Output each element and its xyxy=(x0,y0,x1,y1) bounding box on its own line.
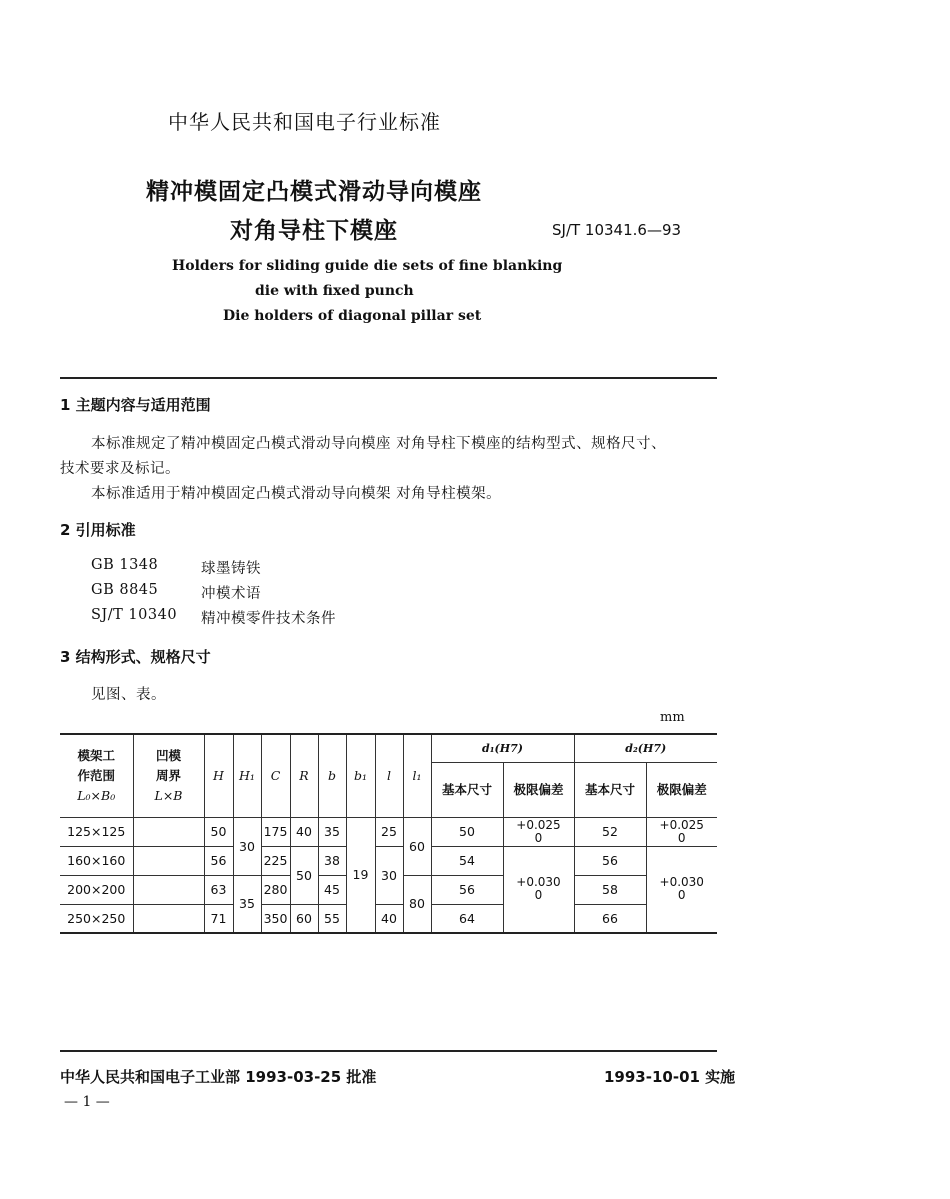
cell-d1-basic: 56 xyxy=(431,875,503,904)
tolerance-upper: +0.025 xyxy=(659,817,704,832)
cell-H: 71 xyxy=(204,904,233,933)
header-rule xyxy=(60,377,717,379)
cell-C: 280 xyxy=(261,875,290,904)
section-1-paragraph-2: 本标准适用于精冲模固定凸模式滑动导向模架 对角导柱模架。 xyxy=(91,486,502,502)
cell-d2-basic: 66 xyxy=(574,904,646,933)
header-frame-range-line1: 模架工 xyxy=(77,747,115,763)
table-row xyxy=(60,904,717,933)
header-b: b xyxy=(318,734,346,817)
cell-b: 55 xyxy=(318,904,346,933)
header-d1-tolerance: 极限偏差 xyxy=(503,762,574,817)
tolerance-lower: 0 xyxy=(534,830,543,845)
cell-range: 250×250 xyxy=(60,904,133,933)
header-H: H xyxy=(204,734,233,817)
tolerance-upper: +0.025 xyxy=(516,817,561,832)
cell-d2-basic: 56 xyxy=(574,846,646,875)
cell-range: 160×160 xyxy=(60,846,133,875)
cell-d2-tolerance xyxy=(646,846,717,933)
table-row xyxy=(60,817,717,846)
effective-date: 1993-10-01 实施 xyxy=(604,1068,736,1086)
header-frame-range-line3: L₀×B₀ xyxy=(77,787,116,803)
english-title-line1: Holders for sliding guide die sets of fine blanking xyxy=(172,258,563,274)
header-R: R xyxy=(290,734,318,817)
doc-title-line1: 精冲模固定凸模式滑动导向模座 xyxy=(146,179,482,205)
section-3-paragraph: 见图、表。 xyxy=(91,687,166,703)
header-die-line3: L×B xyxy=(154,787,183,803)
cell-d2-basic: 52 xyxy=(574,817,646,846)
header-frame-range-line2: 作范围 xyxy=(77,767,115,783)
tolerance-lower: 0 xyxy=(534,888,543,903)
cell-H1: 30 xyxy=(233,817,261,875)
cell-die xyxy=(133,904,204,933)
cell-H1: 35 xyxy=(233,875,261,933)
section-3-title: 3 结构形式、规格尺寸 xyxy=(60,648,211,666)
tolerance-lower: 0 xyxy=(677,888,686,903)
tolerance-lower: 0 xyxy=(677,830,686,845)
cell-d1-tolerance xyxy=(503,846,574,933)
cell-b: 38 xyxy=(318,846,346,875)
cell-C: 175 xyxy=(261,817,290,846)
cell-d2-tolerance xyxy=(646,817,717,846)
header-H1: H₁ xyxy=(233,734,261,817)
cell-range: 200×200 xyxy=(60,875,133,904)
ref-name-1: 球墨铸铁 xyxy=(201,561,261,577)
ref-name-3: 精冲模零件技术条件 xyxy=(201,611,336,627)
header-C: C xyxy=(261,734,290,817)
cell-l1: 60 xyxy=(403,817,431,875)
ref-code-3: SJ/T 10340 xyxy=(91,607,178,623)
cell-b: 35 xyxy=(318,817,346,846)
cell-R: 50 xyxy=(290,846,318,904)
cell-d1-tolerance xyxy=(503,817,574,846)
header-l1: l₁ xyxy=(403,734,431,817)
cell-l1: 80 xyxy=(403,875,431,933)
ref-code-1: GB 1348 xyxy=(91,557,159,573)
header-d1: d₁(H7) xyxy=(431,734,574,762)
header-d1-basic: 基本尺寸 xyxy=(431,762,503,817)
cell-d1-basic: 64 xyxy=(431,904,503,933)
cell-die xyxy=(133,817,204,846)
cell-C: 225 xyxy=(261,846,290,875)
cell-l: 40 xyxy=(375,904,403,933)
table-row xyxy=(60,846,717,875)
cell-b1: 19 xyxy=(346,817,375,933)
ref-name-2: 冲模术语 xyxy=(201,586,261,602)
cell-R: 60 xyxy=(290,904,318,933)
header-die-line1: 凹模 xyxy=(155,747,181,763)
ref-code-2: GB 8845 xyxy=(91,582,159,598)
tolerance-upper: +0.030 xyxy=(516,875,561,890)
cell-b: 45 xyxy=(318,875,346,904)
cell-range: 125×125 xyxy=(60,817,133,846)
section-2-title: 2 引用标准 xyxy=(60,521,136,539)
section-1-paragraph-1b: 技术要求及标记。 xyxy=(60,461,180,477)
page-number: — 1 — xyxy=(64,1094,110,1110)
cell-H: 56 xyxy=(204,846,233,875)
cell-d1-basic: 54 xyxy=(431,846,503,875)
cell-R: 40 xyxy=(290,817,318,846)
cell-d2-basic: 58 xyxy=(574,875,646,904)
tolerance-upper: +0.030 xyxy=(659,875,704,890)
english-title-line2: die with fixed punch xyxy=(255,283,414,299)
header-b1: b₁ xyxy=(346,734,375,817)
header-l: l xyxy=(375,734,403,817)
cell-l: 30 xyxy=(375,846,403,904)
doc-title-line2: 对角导柱下模座 xyxy=(230,218,398,244)
header-die-line2: 周界 xyxy=(155,767,181,783)
footer-rule xyxy=(60,1050,717,1052)
english-title-line3: Die holders of diagonal pillar set xyxy=(223,308,482,324)
approval-line: 中华人民共和国电子工业部 1993-03-25 批准 xyxy=(60,1068,377,1086)
section-1-paragraph-1a: 本标准规定了精冲模固定凸模式滑动导向模座 对角导柱下模座的结构型式、规格尺寸、 xyxy=(91,436,667,452)
header-d2-tolerance: 极限偏差 xyxy=(646,762,717,817)
standard-number: SJ/T 10341.6—93 xyxy=(552,221,682,239)
agency-title: 中华人民共和国电子行业标准 xyxy=(168,110,441,134)
section-1-title: 1 主题内容与适用范围 xyxy=(60,396,211,414)
unit-label: mm xyxy=(660,710,685,725)
header-die-perimeter xyxy=(133,734,204,817)
spec-table xyxy=(60,733,717,934)
header-d2: d₂(H7) xyxy=(574,734,717,762)
cell-die xyxy=(133,846,204,875)
cell-C: 350 xyxy=(261,904,290,933)
header-d2-basic: 基本尺寸 xyxy=(574,762,646,817)
cell-l: 25 xyxy=(375,817,403,846)
cell-d1-basic: 50 xyxy=(431,817,503,846)
header-frame-range xyxy=(60,734,133,817)
cell-H: 63 xyxy=(204,875,233,904)
cell-H: 50 xyxy=(204,817,233,846)
cell-die xyxy=(133,875,204,904)
